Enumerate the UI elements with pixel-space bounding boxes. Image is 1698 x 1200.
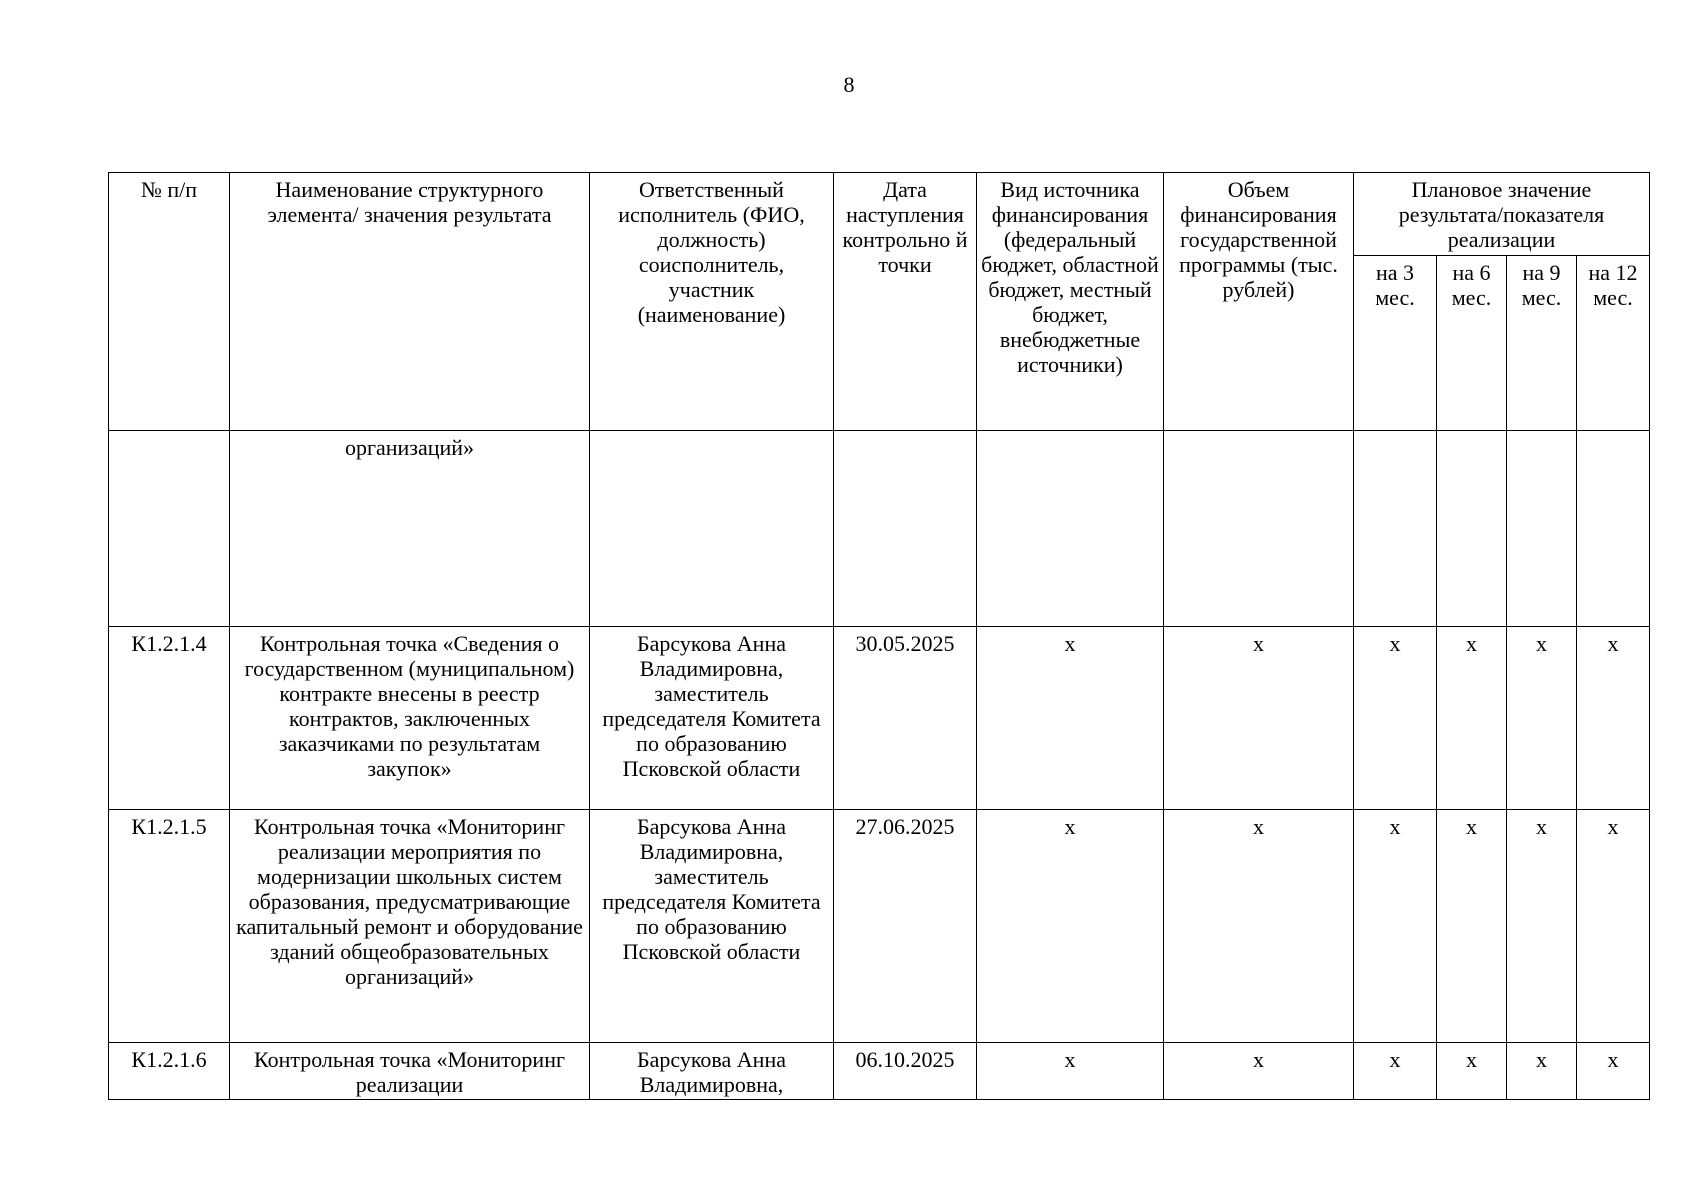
cell-responsible bbox=[590, 431, 834, 627]
cell-name: Контрольная точка «Мониторинг реализации bbox=[230, 1043, 590, 1100]
cell-num: К1.2.1.4 bbox=[109, 627, 230, 810]
cell-9-months bbox=[1507, 431, 1577, 627]
table-header bbox=[109, 173, 1650, 431]
cell-date: 30.05.2025 bbox=[834, 627, 977, 810]
cell-date bbox=[834, 431, 977, 627]
page-number: 8 bbox=[843, 72, 855, 97]
header-12-months: на 12 мес. bbox=[1577, 256, 1650, 431]
cell-volume bbox=[1164, 431, 1354, 627]
cell-9-months: х bbox=[1507, 810, 1577, 1043]
cell-name: организаций» bbox=[230, 431, 590, 627]
cell-3-months: х bbox=[1354, 1043, 1437, 1100]
cell-name: Контрольная точка «Сведения о государственном (муниципальном) контракте внесены в реестр контрактов, заключенных заказчиками по результатам закупок» bbox=[230, 627, 590, 810]
cell-12-months bbox=[1577, 431, 1650, 627]
cell-source: х bbox=[977, 627, 1164, 810]
table-row bbox=[109, 627, 1650, 810]
header-name: Наименование структурного элемента/ значения результата bbox=[230, 173, 590, 431]
cell-volume: х bbox=[1164, 1043, 1354, 1100]
control-points-table bbox=[108, 172, 1650, 1100]
cell-date: 27.06.2025 bbox=[834, 810, 977, 1043]
header-9-months: на 9 мес. bbox=[1507, 256, 1577, 431]
table-row-continuation bbox=[109, 431, 1650, 627]
cell-volume: х bbox=[1164, 810, 1354, 1043]
header-source: Вид источника финансирования (федеральный бюджет, областной бюджет, местный бюджет, внебюджетные источники) bbox=[977, 173, 1164, 431]
cell-name: Контрольная точка «Мониторинг реализации мероприятия по модернизации школьных систем образования, предусматривающие капитальный ремонт и оборудование зданий общеобразовательных организаций» bbox=[230, 810, 590, 1043]
header-3-months: на 3 мес. bbox=[1354, 256, 1437, 431]
header-planned: Плановое значение результата/показателя реализации bbox=[1354, 173, 1650, 256]
cell-num bbox=[109, 431, 230, 627]
cell-volume: х bbox=[1164, 627, 1354, 810]
cell-6-months: х bbox=[1437, 627, 1507, 810]
cell-9-months: х bbox=[1507, 627, 1577, 810]
table-row bbox=[109, 1043, 1650, 1100]
cell-6-months: х bbox=[1437, 810, 1507, 1043]
header-volume: Объем финансирования государственной программы (тыс. рублей) bbox=[1164, 173, 1354, 431]
cell-source: х bbox=[977, 1043, 1164, 1100]
cell-date: 06.10.2025 bbox=[834, 1043, 977, 1100]
cell-12-months: х bbox=[1577, 1043, 1650, 1100]
cell-3-months bbox=[1354, 431, 1437, 627]
cell-responsible: Барсукова Анна Владимировна, bbox=[590, 1043, 834, 1100]
table-row bbox=[109, 810, 1650, 1043]
cell-3-months: х bbox=[1354, 810, 1437, 1043]
cell-6-months bbox=[1437, 431, 1507, 627]
cell-source: х bbox=[977, 810, 1164, 1043]
header-responsible: Ответственный исполнитель (ФИО, должность) соисполнитель, участник (наименование) bbox=[590, 173, 834, 431]
cell-9-months: х bbox=[1507, 1043, 1577, 1100]
header-date: Дата наступления контрольно й точки bbox=[834, 173, 977, 431]
cell-3-months: х bbox=[1354, 627, 1437, 810]
cell-responsible: Барсукова Анна Владимировна, заместитель председателя Комитета по образованию Псковской области bbox=[590, 810, 834, 1043]
cell-source bbox=[977, 431, 1164, 627]
table-body bbox=[109, 431, 1650, 1100]
cell-12-months: х bbox=[1577, 810, 1650, 1043]
cell-responsible: Барсукова Анна Владимировна, заместитель председателя Комитета по образованию Псковской области bbox=[590, 627, 834, 810]
cell-12-months: х bbox=[1577, 627, 1650, 810]
header-6-months: на 6 мес. bbox=[1437, 256, 1507, 431]
cell-6-months: х bbox=[1437, 1043, 1507, 1100]
header-num: № п/п bbox=[109, 173, 230, 431]
cell-num: К1.2.1.5 bbox=[109, 810, 230, 1043]
cell-num: К1.2.1.6 bbox=[109, 1043, 230, 1100]
